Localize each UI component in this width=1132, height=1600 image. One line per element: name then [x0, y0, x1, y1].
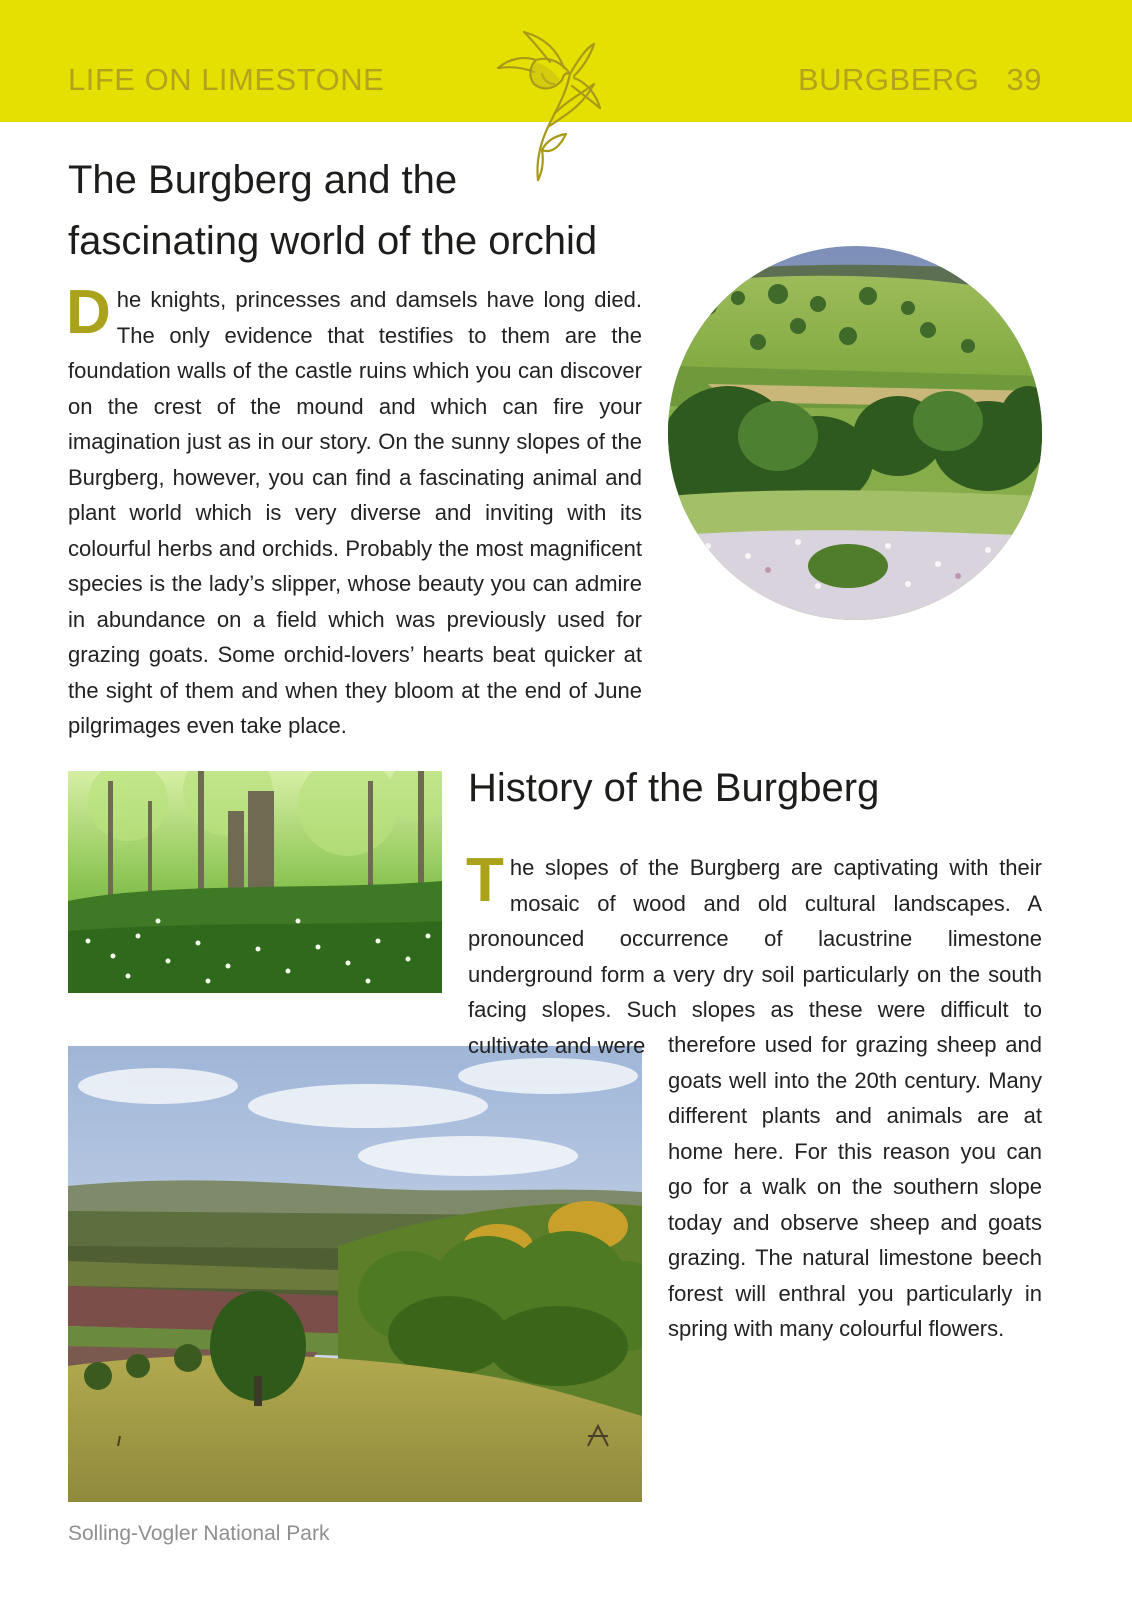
history-text-2: therefore used for grazing sheep and goats well into the 20th century. Many different plants and animals are at home here. For this reason you can go for a walk on the southern slope today and observe sheep and goats grazing. The natural limestone beech forest will enthral you particularly in spring with many colourful flowers.	[668, 1032, 1042, 1341]
footer-text: Solling-Vogler National Park	[68, 1522, 330, 1545]
history-text-1: he slopes of the Burgberg are captivating with their mosaic of wood and old cultural landscapes. A pronounced occurrence of lacustrine limestone underground form a very dry soil particularly on the south facing slopes. Such slopes as these were difficult to cultivate and were	[468, 855, 1042, 1058]
title-line-2: fascinating world of the orchid	[68, 219, 598, 263]
page-number: 39	[1006, 62, 1042, 97]
intro-text: he knights, princesses and damsels have long died. The only evidence that testifies to them are the foundation walls of the castle ruins which you can discover on the crest of the mound and which can fire your imagination just as in our story. On the sunny slopes of the Burgberg, however, you can find a fascinating animal and plant world which is very diverse and inviting with its colourful herbs and orchids. Probably the most magnificent species is the lady’s slipper, whose beauty you can admire in abundance on a field which was previously used for grazing goats. Some orchid-lovers’ hearts beat quicker at the sight of them and when they bloom at the end of June pilgrimages even take place.	[68, 287, 642, 738]
intro-paragraph	[66, 278, 642, 744]
title-line-1: The Burgberg and the	[68, 158, 458, 202]
drop-cap: D	[66, 278, 111, 347]
page-title	[68, 150, 668, 272]
section-title: LIFE ON LIMESTONE	[68, 62, 385, 97]
chapter-title: BURGBERG	[797, 62, 980, 97]
history-drop-cap: T	[466, 846, 504, 915]
chapter-and-page	[798, 62, 1042, 98]
hillside-meadow-photo	[668, 246, 1042, 620]
beech-forest-photo	[68, 771, 442, 993]
history-paragraph-bottom	[668, 1027, 1042, 1347]
history-heading: History of the Burgberg	[468, 766, 880, 810]
valley-landscape-photo	[68, 1046, 642, 1502]
